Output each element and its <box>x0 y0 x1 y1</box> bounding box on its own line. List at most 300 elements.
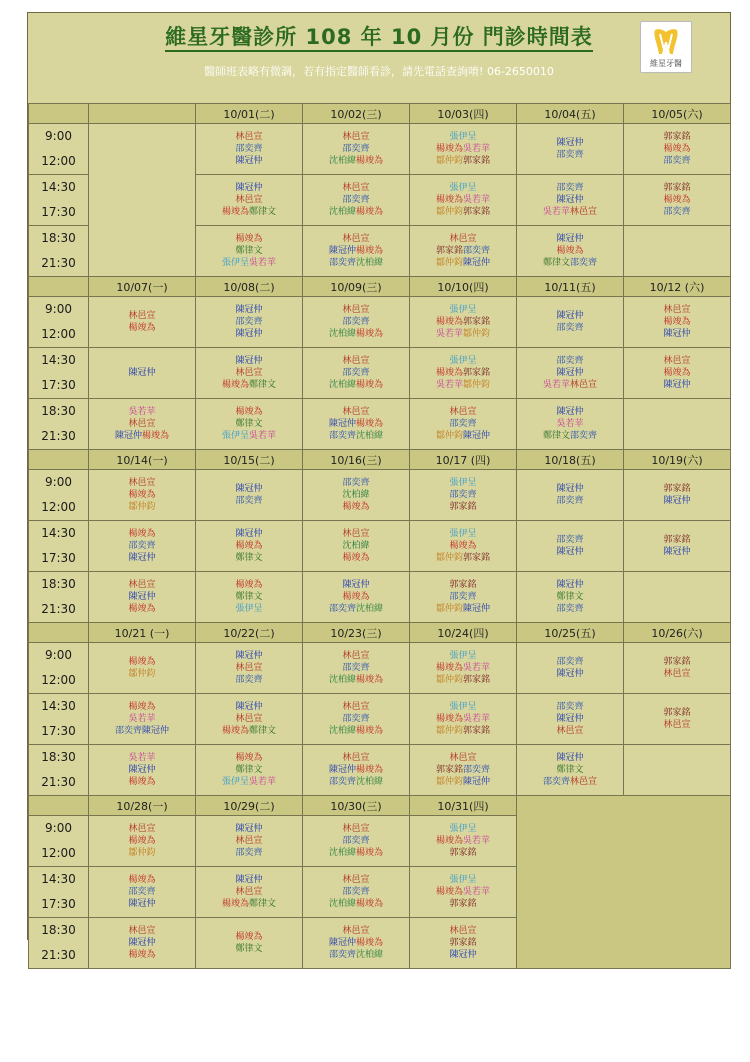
doctor-line <box>196 143 302 155</box>
doctor-name: 陳冠仲 <box>556 195 584 205</box>
doctor-name: 鄭律文 <box>235 592 263 602</box>
schedule-cell <box>89 348 196 399</box>
doctor-name: 鄭律文 <box>235 944 263 954</box>
doctor-name: 楊竣為 <box>221 380 249 390</box>
doctor-line <box>89 501 195 513</box>
doctor-name: 楊竣為 <box>663 317 691 327</box>
doctor-name: 楊竣為 <box>556 246 584 256</box>
doctor-name: 鄭律文 <box>542 431 570 441</box>
doctor-line <box>89 823 195 835</box>
day-header: 10/11(五) <box>517 277 624 297</box>
doctor-name: 吳若苹 <box>249 258 277 268</box>
doctor-line <box>410 430 516 442</box>
doctor-line <box>89 937 195 949</box>
doctor-name: 林邑宣 <box>570 207 598 217</box>
doctor-name: 陳冠仲 <box>235 824 263 834</box>
doctor-name: 林邑宣 <box>235 836 263 846</box>
doctor-name: 林邑宣 <box>235 132 263 142</box>
doctor-name: 鄒仲鈞 <box>435 553 463 563</box>
doctor-name: 陳冠仲 <box>556 547 584 557</box>
time-slot <box>29 297 89 348</box>
doctor-name: 邵奕齊 <box>570 258 598 268</box>
doctor-name: 鄭律文 <box>235 246 263 256</box>
schedule-cell <box>624 470 731 521</box>
doctor-line <box>89 847 195 859</box>
doctor-line <box>517 418 623 430</box>
clinic-logo <box>640 21 692 73</box>
slot-end: 17:30 <box>41 724 76 738</box>
slot-start: 9:00 <box>45 821 72 835</box>
doctor-line <box>410 206 516 218</box>
doctor-line <box>517 534 623 546</box>
doctor-line <box>89 540 195 552</box>
doctor-name: 邵奕齊 <box>463 246 491 256</box>
doctor-name: 林邑宣 <box>342 529 370 539</box>
doctor-name: 邵奕齊 <box>328 431 356 441</box>
doctor-line <box>89 668 195 680</box>
doctor-line <box>410 925 516 937</box>
doctor-name: 林邑宣 <box>449 234 477 244</box>
schedule-cell <box>410 643 517 694</box>
empty-cell <box>89 124 196 277</box>
doctor-name: 鄒仲鈞 <box>435 431 463 441</box>
doctor-name: 楊竣為 <box>435 887 463 897</box>
doctor-line <box>410 949 516 961</box>
doctor-line <box>196 764 302 776</box>
schedule-cell <box>89 918 196 969</box>
doctor-name: 邵奕齊 <box>342 195 370 205</box>
schedule-cell <box>303 643 410 694</box>
doctor-name: 郭家銘 <box>449 938 477 948</box>
schedule-cell <box>624 348 731 399</box>
doctor-name: 林邑宣 <box>449 753 477 763</box>
doctor-name: 陳冠仲 <box>235 484 263 494</box>
doctor-line <box>196 483 302 495</box>
doctor-name: 郭家銘 <box>449 899 477 909</box>
doctor-name: 吳若苹 <box>542 207 570 217</box>
doctor-line <box>303 847 409 859</box>
schedule-cell <box>624 643 731 694</box>
doctor-name: 陳冠仲 <box>128 592 156 602</box>
doctor-name: 林邑宣 <box>128 580 156 590</box>
doctor-name: 楊竣為 <box>663 195 691 205</box>
doctor-line <box>196 847 302 859</box>
doctor-name: 陳冠仲 <box>128 765 156 775</box>
doctor-line <box>624 143 730 155</box>
schedule-cell <box>410 226 517 277</box>
schedule-cell <box>624 297 731 348</box>
doctor-name: 楊竣為 <box>142 431 170 441</box>
week-header-row <box>29 450 731 470</box>
doctor-line <box>624 206 730 218</box>
doctor-line <box>89 898 195 910</box>
doctor-name: 郭家銘 <box>463 726 491 736</box>
day-header: 10/16(三) <box>303 450 410 470</box>
doctor-name: 吳若苹 <box>463 195 491 205</box>
doctor-name: 張伊呈 <box>221 777 249 787</box>
doctor-line <box>89 713 195 725</box>
doctor-name: 林邑宣 <box>449 407 477 417</box>
doctor-line <box>303 874 409 886</box>
doctor-line <box>410 847 516 859</box>
doctor-line <box>196 835 302 847</box>
doctor-line <box>517 233 623 245</box>
slot-row <box>29 572 731 623</box>
doctor-name: 張伊呈 <box>449 356 477 366</box>
doctor-name: 邵奕齊 <box>342 887 370 897</box>
doctor-name: 郭家銘 <box>663 484 691 494</box>
day-header: 10/31(四) <box>410 796 517 816</box>
doctor-line <box>517 182 623 194</box>
doctor-line <box>196 233 302 245</box>
doctor-name: 楊竣為 <box>356 848 384 858</box>
doctor-name: 楊竣為 <box>356 329 384 339</box>
day-header: 10/03(四) <box>410 104 517 124</box>
doctor-line <box>410 316 516 328</box>
header-corner <box>29 796 89 816</box>
doctor-line <box>517 764 623 776</box>
doctor-name: 鄒仲鈞 <box>435 777 463 787</box>
doctor-name: 沈柏緯 <box>328 726 356 736</box>
doctor-name: 邵奕齊 <box>556 356 584 366</box>
doctor-name: 陳冠仲 <box>235 156 263 166</box>
time-slot <box>29 816 89 867</box>
doctor-line <box>196 823 302 835</box>
slot-start: 14:30 <box>41 872 76 886</box>
doctor-name: 陳冠仲 <box>128 938 156 948</box>
doctor-line <box>410 725 516 737</box>
doctor-name: 陳冠仲 <box>556 669 584 679</box>
doctor-line <box>196 931 302 943</box>
doctor-name: 吳若苹 <box>463 144 491 154</box>
doctor-name: 吳若苹 <box>556 419 584 429</box>
doctor-name: 郭家銘 <box>463 207 491 217</box>
title-text: 維星牙醫診所 108 年 10 月份 門診時間表 <box>165 25 593 52</box>
doctor-line <box>410 328 516 340</box>
doctor-name: 郭家銘 <box>449 502 477 512</box>
doctor-name: 邵奕齊 <box>235 144 263 154</box>
doctor-name: 楊竣為 <box>356 380 384 390</box>
time-slot <box>29 643 89 694</box>
doctor-name: 邵奕齊 <box>342 144 370 154</box>
doctor-line <box>196 528 302 540</box>
doctor-name: 林邑宣 <box>449 926 477 936</box>
header-corner <box>29 623 89 643</box>
doctor-line <box>624 483 730 495</box>
slot-end: 12:00 <box>41 327 76 341</box>
schedule-cell <box>196 867 303 918</box>
doctor-name: 張伊呈 <box>235 604 263 614</box>
doctor-name: 林邑宣 <box>342 926 370 936</box>
doctor-line <box>624 719 730 731</box>
day-header: 10/10(四) <box>410 277 517 297</box>
doctor-name: 楊竣為 <box>128 777 156 787</box>
doctor-name: 林邑宣 <box>663 356 691 366</box>
doctor-name: 林邑宣 <box>342 824 370 834</box>
doctor-name: 張伊呈 <box>221 258 249 268</box>
doctor-line <box>196 245 302 257</box>
schedule-cell <box>303 867 410 918</box>
slot-start: 18:30 <box>41 923 76 937</box>
doctor-line <box>196 418 302 430</box>
doctor-name: 楊竣為 <box>356 156 384 166</box>
schedule-cell <box>517 175 624 226</box>
doctor-name: 楊竣為 <box>128 836 156 846</box>
doctor-line <box>89 886 195 898</box>
doctor-name: 邵奕齊 <box>542 777 570 787</box>
doctor-name: 林邑宣 <box>663 669 691 679</box>
doctor-line <box>89 430 195 442</box>
doctor-name: 張伊呈 <box>449 651 477 661</box>
doctor-name: 邵奕齊 <box>128 887 156 897</box>
doctor-name: 楊竣為 <box>435 144 463 154</box>
doctor-name: 楊竣為 <box>435 663 463 673</box>
doctor-line <box>89 489 195 501</box>
doctor-line <box>410 406 516 418</box>
day-header: 10/21 (一) <box>89 623 196 643</box>
doctor-line <box>517 355 623 367</box>
schedule-cell <box>517 297 624 348</box>
doctor-line <box>303 206 409 218</box>
day-header: 10/23(三) <box>303 623 410 643</box>
doctor-line <box>303 304 409 316</box>
day-header: 10/28(一) <box>89 796 196 816</box>
doctor-name: 郭家銘 <box>463 368 491 378</box>
doctor-name: 陳冠仲 <box>463 604 491 614</box>
doctor-line <box>517 367 623 379</box>
doctor-name: 林邑宣 <box>342 875 370 885</box>
slot-row <box>29 348 731 399</box>
doctor-name: 陳冠仲 <box>114 431 142 441</box>
doctor-name: 郭家銘 <box>449 848 477 858</box>
doctor-name: 邵奕齊 <box>556 150 584 160</box>
slot-start: 14:30 <box>41 353 76 367</box>
doctor-line <box>196 495 302 507</box>
schedule-cell <box>89 572 196 623</box>
doctor-name: 林邑宣 <box>342 132 370 142</box>
doctor-line <box>410 257 516 269</box>
doctor-line <box>303 823 409 835</box>
schedule-cell <box>89 745 196 796</box>
day-header: 10/18(五) <box>517 450 624 470</box>
schedule-cell <box>624 175 731 226</box>
day-header: 10/22(二) <box>196 623 303 643</box>
doctor-line <box>303 591 409 603</box>
doctor-line <box>89 603 195 615</box>
closed-cell <box>624 226 731 277</box>
doctor-name: 林邑宣 <box>235 368 263 378</box>
doctor-line <box>89 552 195 564</box>
doctor-line <box>517 257 623 269</box>
doctor-line <box>410 355 516 367</box>
doctor-name: 沈柏緯 <box>342 490 370 500</box>
week-header-row <box>29 796 731 816</box>
doctor-name: 邵奕齊 <box>342 368 370 378</box>
doctor-line <box>517 149 623 161</box>
doctor-line <box>196 406 302 418</box>
doctor-line <box>517 322 623 334</box>
day-header: 10/19(六) <box>624 450 731 470</box>
schedule-cell <box>410 521 517 572</box>
doctor-line <box>196 355 302 367</box>
doctor-line <box>410 674 516 686</box>
schedule-cell <box>303 226 410 277</box>
doctor-name: 陳冠仲 <box>128 368 156 378</box>
schedule-cell <box>410 348 517 399</box>
doctor-line <box>303 752 409 764</box>
slot-row <box>29 521 731 572</box>
schedule-table <box>28 103 731 969</box>
doctor-name: 陳冠仲 <box>449 950 477 960</box>
doctor-line <box>303 552 409 564</box>
doctor-name: 楊竣為 <box>128 702 156 712</box>
doctor-line <box>303 674 409 686</box>
doctor-name: 陳冠仲 <box>556 580 584 590</box>
doctor-name: 邵奕齊 <box>342 478 370 488</box>
doctor-line <box>303 379 409 391</box>
doctor-line <box>196 540 302 552</box>
doctor-line <box>196 725 302 737</box>
doctor-line <box>410 379 516 391</box>
slot-end: 12:00 <box>41 154 76 168</box>
doctor-line <box>89 310 195 322</box>
doctor-name: 沈柏緯 <box>328 380 356 390</box>
slot-start: 18:30 <box>41 750 76 764</box>
doctor-line <box>303 155 409 167</box>
schedule-cell <box>196 399 303 450</box>
schedule-cell <box>196 572 303 623</box>
schedule-cell <box>517 470 624 521</box>
doctor-name: 楊竣為 <box>128 529 156 539</box>
slot-row <box>29 297 731 348</box>
doctor-line <box>624 534 730 546</box>
slot-row <box>29 643 731 694</box>
slot-end: 12:00 <box>41 500 76 514</box>
doctor-name: 鄭律文 <box>556 592 584 602</box>
doctor-name: 楊竣為 <box>356 726 384 736</box>
doctor-name: 林邑宣 <box>342 407 370 417</box>
doctor-name: 鄭律文 <box>249 207 277 217</box>
doctor-name: 張伊呈 <box>449 478 477 488</box>
day-header: 10/15(二) <box>196 450 303 470</box>
time-slot <box>29 399 89 450</box>
doctor-line <box>624 182 730 194</box>
slot-start: 14:30 <box>41 699 76 713</box>
doctor-line <box>410 194 516 206</box>
doctor-line <box>89 764 195 776</box>
schedule-cell <box>89 470 196 521</box>
day-header: 10/01(二) <box>196 104 303 124</box>
doctor-name: 鄭律文 <box>249 899 277 909</box>
doctor-line <box>517 725 623 737</box>
slot-end: 17:30 <box>41 205 76 219</box>
doctor-line <box>303 143 409 155</box>
doctor-line <box>89 406 195 418</box>
doctor-line <box>196 603 302 615</box>
schedule-cell <box>410 694 517 745</box>
day-header: 10/25(五) <box>517 623 624 643</box>
doctor-line <box>410 477 516 489</box>
doctor-line <box>196 131 302 143</box>
logo-text: 維星牙醫 <box>650 59 682 68</box>
schedule-cell <box>89 521 196 572</box>
doctor-name: 鄭律文 <box>249 726 277 736</box>
doctor-line <box>410 886 516 898</box>
doctor-line <box>517 591 623 603</box>
doctor-name: 沈柏緯 <box>356 258 384 268</box>
doctor-line <box>89 367 195 379</box>
day-header: 10/09(三) <box>303 277 410 297</box>
doctor-line <box>89 752 195 764</box>
schedule-cell <box>410 816 517 867</box>
doctor-name: 鄒仲鈞 <box>128 669 156 679</box>
doctor-name: 邵奕齊 <box>556 535 584 545</box>
doctor-name: 鄭律文 <box>542 258 570 268</box>
doctor-line <box>303 764 409 776</box>
doctor-line <box>89 925 195 937</box>
doctor-line <box>196 379 302 391</box>
doctor-name: 楊竣為 <box>235 234 263 244</box>
doctor-name: 楊竣為 <box>235 932 263 942</box>
doctor-name: 沈柏緯 <box>328 207 356 217</box>
doctor-line <box>410 662 516 674</box>
doctor-name: 邵奕齊 <box>328 258 356 268</box>
week-header-row <box>29 104 731 124</box>
schedule-cell <box>303 297 410 348</box>
doctor-line <box>517 752 623 764</box>
doctor-line <box>517 546 623 558</box>
doctor-name: 林邑宣 <box>342 651 370 661</box>
doctor-line <box>410 540 516 552</box>
doctor-line <box>410 874 516 886</box>
doctor-line <box>303 501 409 513</box>
doctor-name: 林邑宣 <box>235 195 263 205</box>
schedule-cell <box>303 572 410 623</box>
empty-block <box>517 796 731 969</box>
doctor-name: 邵奕齊 <box>663 207 691 217</box>
doctor-line <box>517 194 623 206</box>
doctor-line <box>410 182 516 194</box>
doctor-line <box>303 540 409 552</box>
doctor-name: 楊竣為 <box>356 419 384 429</box>
doctor-name: 邵奕齊 <box>114 726 142 736</box>
doctor-line <box>196 776 302 788</box>
closed-cell <box>624 745 731 796</box>
doctor-name: 楊竣為 <box>435 714 463 724</box>
slot-start: 18:30 <box>41 404 76 418</box>
day-header: 10/29(二) <box>196 796 303 816</box>
time-slot <box>29 867 89 918</box>
slot-start: 18:30 <box>41 577 76 591</box>
doctor-line <box>196 713 302 725</box>
day-header <box>89 104 196 124</box>
doctor-line <box>196 898 302 910</box>
doctor-line <box>196 155 302 167</box>
doctor-name: 郭家銘 <box>435 246 463 256</box>
time-slot <box>29 745 89 796</box>
doctor-name: 邵奕齊 <box>449 592 477 602</box>
doctor-name: 邵奕齊 <box>449 419 477 429</box>
doctor-name: 楊竣為 <box>128 875 156 885</box>
schedule-cell <box>517 521 624 572</box>
doctor-line <box>624 194 730 206</box>
doctor-name: 楊竣為 <box>128 490 156 500</box>
schedule-cell <box>410 918 517 969</box>
schedule-cell <box>303 521 410 572</box>
doctor-name: 郭家銘 <box>449 580 477 590</box>
schedule-cell <box>517 694 624 745</box>
doctor-name: 鄒仲鈞 <box>435 156 463 166</box>
